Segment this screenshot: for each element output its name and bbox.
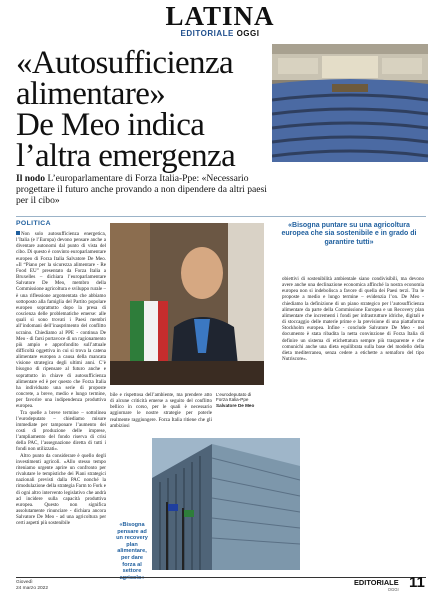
masthead-subtitle bbox=[0, 29, 440, 38]
footer-brand bbox=[354, 579, 399, 593]
footer-brand-sub: OGGI bbox=[387, 587, 399, 592]
headline-line-4: l’altra emergenza bbox=[16, 138, 236, 174]
portrait-image bbox=[110, 223, 264, 385]
masthead bbox=[0, 1, 440, 38]
column-2-paragraph: bile e rispettosa dell’ambiente, ma prendere atto di alcune criticità emerse a seguito del conflitto bellico in corso, per le quali è necessario aggiornare le nostre strategie per poterle realmente raggiungere. Forza Italia ritiene che gli ambiziosi bbox=[110, 392, 212, 429]
deck-text: L’europarlamentare di Forza Italia-Ppe: «Necessario progettare il futuro anche provando a non dipendere da altri paesi per il cibo» bbox=[16, 173, 267, 207]
column-1-paragraph-3: Altro punto da considerare è quello degli investimenti agricoli. «Allo stesso tempo riteniamo urgente aprire un confronto per rivalutare le tempistiche dei Piani strategici nazionali previsti dalla PAC nonché la rimodulazione della strategia Farm to Fork e di ogni altro intervento legislativo che andrà ad incidere sulla capacità produttiva europea. Questo non significa assolutamente rinunciare - dichiara ancora Salvatore De Meo - ad una agricoltura per certi aspetti più sostenibile bbox=[16, 452, 106, 527]
footer-full-date: 24 marzo 2022 bbox=[16, 585, 48, 591]
headline bbox=[16, 45, 266, 174]
footer-day: Giovedì bbox=[16, 580, 33, 585]
column-1-paragraph-1: Non solo autosufficienza energetica, l’Italia (e l’Europa) devono pensare anche a diventare autonomi dal punto di vista del cibo. Di questo è convinto europarlamentare europeo di Forza Italia Salvatore De Meo. «Il “Piano per la sicurezza alimentare - Re Food EU” presentato da Forza Italia a Bruxelles – dichiara l’europarlamentare Salvatore De Meo, membro della Commissione agricoltura e sviluppo rurale – è una riflessione argomentata che abbiamo sottoposto alla famiglia del Partito popolare europeo soprattutto dopo la presa di coscienza delle problematiche emerse: alle quali si sono trovati i Paesi membri all’indomani dell’inasprimento del conflitto ucraino. Chiediamo al PPE - continua De Meo - di farsi portavoce di un ragionamento più ampio e approfondito sull’attuale difficoltà oggettiva in cui si trova la catena alimentare europea a causa della mancata visione strategica degli ultimi anni. C’è bisogno di ripensare al futuro anche e soprattutto in chiave di autosufficienza alimentare ed è per questo che Forza Italia ha individuato una serie di proposte concrete, a breve, medio e lungo termine, per favorire una indipendenza produttiva europea. bbox=[16, 231, 106, 410]
article-column-1 bbox=[16, 231, 106, 576]
footer-date bbox=[16, 580, 48, 591]
page-number: 11 bbox=[409, 574, 425, 591]
parliament-building-photo bbox=[152, 438, 300, 570]
section-rule bbox=[16, 216, 426, 217]
pull-quote-2: «Bisogna pensare ad un recovery plan alimentare, per dare forza al settore bbox=[116, 522, 148, 575]
masthead-sub-a: EDITORIALE bbox=[180, 29, 234, 38]
photo-caption bbox=[216, 392, 264, 408]
pull-quote-1: «Bisogna puntare su una agricoltura europea che sia sostenibile e in grado di garantire tutti» bbox=[281, 222, 417, 246]
headline-line-2: alimentare» bbox=[16, 76, 166, 112]
deck-lead: Il nodo bbox=[16, 173, 46, 184]
article-column-2 bbox=[110, 392, 212, 434]
parliament-photo bbox=[272, 44, 428, 162]
article-column-3 bbox=[282, 276, 424, 436]
masthead-sub-b: OGGI bbox=[236, 29, 260, 38]
building-image bbox=[152, 438, 300, 570]
masthead-title: LATINA bbox=[165, 1, 275, 31]
category-label: POLITICA bbox=[16, 220, 51, 227]
headline-line-1: «Autosufficienza bbox=[16, 45, 234, 81]
caption-text: L’eurodeputato di Forza Italia-Ppe bbox=[216, 392, 252, 403]
headline-line-3: De Meo indica bbox=[16, 107, 205, 143]
column-3-paragraph: obiettivi di sostenibilità ambientale siano condivisibili, ma devono avere anche una declinazione economica affinché la nostra economia europea non si indebolisca a favore di quella dei Paesi terzi. Tra le proposte a medio e lungo termine – evidenzia l’on. De Meo - chiediamo la definizione di un piano strategico per l’autosufficienza alimentare da parte della Commissione Europea e un Recovery plan alimentare che incrementi i fondi per infrastrutture idriche, digitali e di stoccaggio delle materie prime e la previsione di una piattaforma Stockholm europea. Infine - conclude Salvatore De Meo - nel documento è stata ribadita la netta convinzione di Forza Italia di definire un sistema di etichettatura sempre più trasparente e che comunichi anche una dieta equilibrata sulla base del modello della dieta mediterranea, senza cedere a etichette a semaforo del tipo Nutriscore». bbox=[282, 276, 424, 363]
footer-brand-name: EDITORIALE bbox=[354, 578, 399, 587]
bullet-square-icon bbox=[16, 231, 20, 235]
portrait-photo bbox=[110, 223, 264, 385]
deck bbox=[16, 173, 274, 207]
caption-name: Salvatore De Meo bbox=[216, 402, 255, 408]
column-1-paragraph-2: Tra quelle a breve termine – sottolinea l’eurodeputato – chiediamo misure immediate per tamponare l’aumento dei costi di produzione delle imprese, l’ampliamento del fondo riserva di crisi della PAC, l’assegnazione diretta di tutti i fondi non utilizzati». bbox=[16, 409, 106, 453]
parliament-image bbox=[272, 44, 428, 162]
